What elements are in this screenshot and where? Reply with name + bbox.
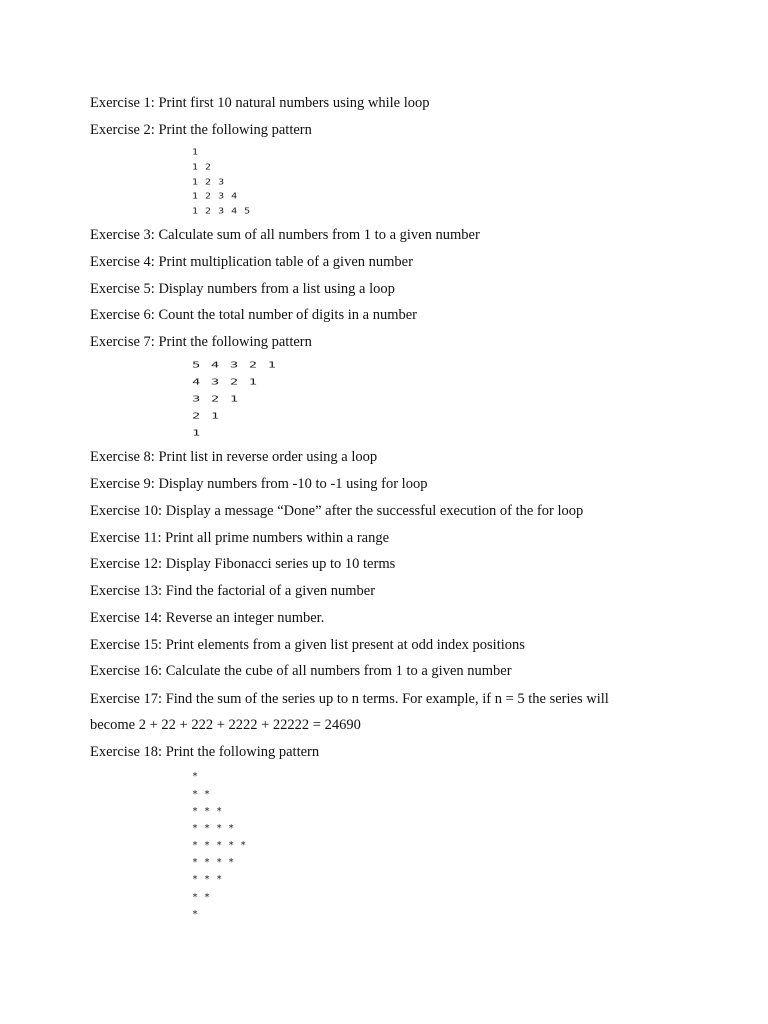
exercise-2: Exercise 2: Print the following pattern	[90, 122, 312, 138]
exercise-4: Exercise 4: Print multiplication table of a given number	[90, 254, 413, 270]
exercise-12: Exercise 12: Display Fibonacci series up to 10 terms	[90, 556, 396, 572]
exercise-16: Exercise 16: Calculate the cube of all numbers from 1 to a given number	[90, 663, 512, 679]
pattern-ex2-row: 1 2 3 4	[192, 192, 238, 201]
exercise-3: Exercise 3: Calculate sum of all numbers from 1 to a given number	[90, 227, 480, 243]
exercise-14: Exercise 14: Reverse an integer number.	[90, 610, 325, 626]
pattern-ex18-row: * * *	[192, 806, 223, 817]
pattern-ex2-row: 1 2	[192, 163, 212, 172]
pattern-ex7-row: 1	[192, 428, 202, 438]
exercise-8: Exercise 8: Print list in reverse order using a loop	[90, 449, 378, 465]
pattern-ex18-row: * *	[192, 789, 211, 800]
pattern-ex7-row: 2 1	[192, 411, 221, 421]
pattern-ex2-row: 1	[192, 148, 199, 157]
pattern-ex18-row: *	[192, 909, 199, 920]
exercise-1: Exercise 1: Print first 10 natural numbers using while loop	[90, 95, 430, 111]
exercise-9: Exercise 9: Display numbers from -10 to -1 using for loop	[90, 476, 428, 492]
pattern-ex7-row: 4 3 2 1	[192, 377, 259, 387]
pattern-ex2-row: 1 2 3	[192, 178, 225, 187]
pattern-ex7-row: 5 4 3 2 1	[192, 360, 278, 370]
pattern-ex18-row: * *	[192, 892, 211, 903]
pattern-ex18-row: * * * *	[192, 857, 235, 868]
pattern-ex2-row: 1 2 3 4 5	[192, 207, 251, 216]
exercise-5: Exercise 5: Display numbers from a list using a loop	[90, 281, 395, 297]
exercise-17: Exercise 17: Find the sum of the series up to n terms. For example, if n = 5 the series will	[90, 691, 609, 707]
exercise-18: Exercise 18: Print the following pattern	[90, 744, 320, 760]
pattern-ex18-row: * * *	[192, 874, 223, 885]
exercise-15: Exercise 15: Print elements from a given list present at odd index positions	[90, 637, 525, 653]
exercise-13: Exercise 13: Find the factorial of a given number	[90, 583, 376, 599]
pattern-ex7-row: 3 2 1	[192, 394, 240, 404]
pattern-ex18-row: * * * * *	[192, 840, 247, 851]
pattern-ex18-row: *	[192, 771, 199, 782]
pattern-ex18-row: * * * *	[192, 823, 235, 834]
exercise-17-continuation: become 2 + 22 + 222 + 2222 + 22222 = 24690	[90, 717, 361, 733]
exercise-11: Exercise 11: Print all prime numbers within a range	[90, 530, 390, 546]
exercise-6: Exercise 6: Count the total number of digits in a number	[90, 307, 417, 323]
exercise-10: Exercise 10: Display a message “Done” after the successful execution of the for loop	[90, 503, 584, 519]
exercise-7: Exercise 7: Print the following pattern	[90, 334, 312, 350]
